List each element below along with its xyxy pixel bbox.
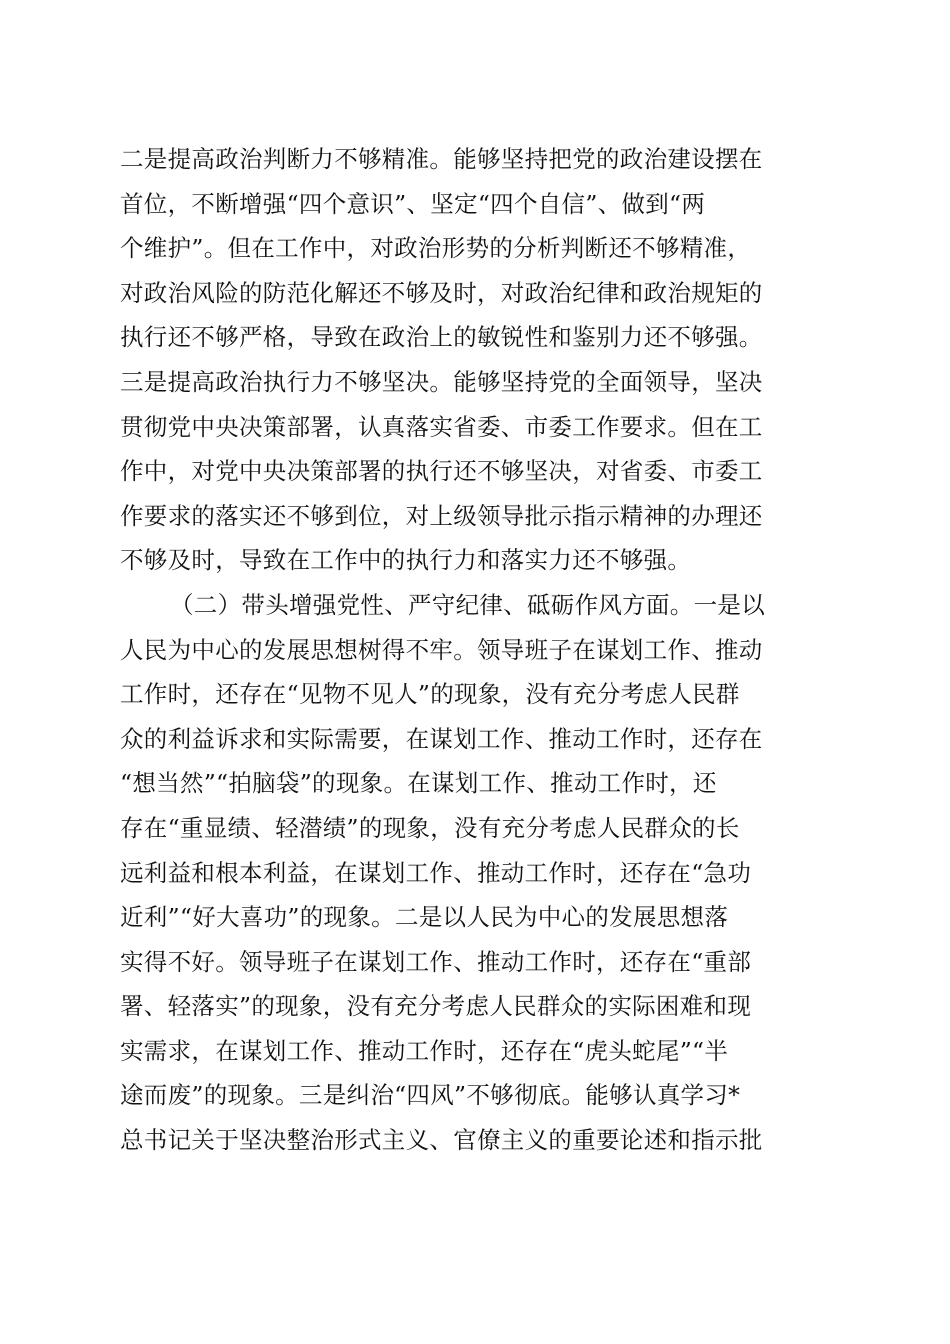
- text-line: “想当然”“拍脑袋”的现象。在谋划工作、推动工作时，还: [120, 769, 717, 798]
- text-line: 作中，对党中央决策部署的执行还不够坚决，对省委、市委工: [120, 457, 763, 486]
- text-line: 众的利益诉求和实际需要，在谋划工作、推动工作时，还存在: [120, 724, 763, 753]
- text-line: 首位，不断增强“四个意识”、坚定“四个自信”、做到“两: [120, 189, 706, 218]
- text-line: 工作时，还存在“见物不见人”的现象，没有充分考虑人民群: [120, 680, 740, 709]
- text-line: 个维护”。但在工作中，对政治形势的分析判断还不够精准，: [120, 234, 752, 263]
- text-line: 人民为中心的发展思想树得不牢。领导班子在谋划工作、推动: [120, 635, 763, 664]
- section-heading-line: （二）带头增强党性、严守纪律、砥砺作风方面。一是以: [170, 590, 765, 619]
- text-line: 不够及时，导致在工作中的执行力和落实力还不够强。: [120, 546, 692, 575]
- text-line: 执行还不够严格，导致在政治上的敏锐性和鉴别力还不够强。: [120, 323, 763, 352]
- text-line: 署、轻落实”的现象，没有充分考虑人民群众的实际困难和现: [120, 992, 752, 1021]
- text-line: 实需求，在谋划工作、推动工作时，还存在“虎头蛇尾”“半: [120, 1036, 729, 1065]
- text-line: 对政治风险的防范化解还不够及时，对政治纪律和政治规矩的: [120, 278, 763, 307]
- document-body: [120, 137, 820, 1163]
- text-line: 贯彻党中央决策部署，认真落实省委、市委工作要求。但在工: [120, 412, 763, 441]
- text-line: 作要求的落实还不够到位，对上级领导批示指示精神的办理还: [120, 501, 763, 530]
- text-line: 三是提高政治执行力不够坚决。能够坚持党的全面领导，坚决: [120, 367, 763, 396]
- text-line: 途而废”的现象。三是纠治“四风”不够彻底。能够认真学习*: [120, 1081, 741, 1110]
- text-line: 总书记关于坚决整治形式主义、官僚主义的重要论述和指示批: [120, 1126, 763, 1155]
- text-line: 近利”“好大喜功”的现象。二是以人民为中心的发展思想落: [120, 903, 729, 932]
- text-line: 远利益和根本利益，在谋划工作、推动工作时，还存在“急功: [120, 858, 752, 887]
- text-line: 实得不好。领导班子在谋划工作、推动工作时，还存在“重部: [120, 947, 752, 976]
- text-line: 存在“重显绩、轻潜绩”的现象，没有充分考虑人民群众的长: [120, 813, 740, 842]
- text-line: 二是提高政治判断力不够精准。能够坚持把党的政治建设摆在: [120, 145, 763, 173]
